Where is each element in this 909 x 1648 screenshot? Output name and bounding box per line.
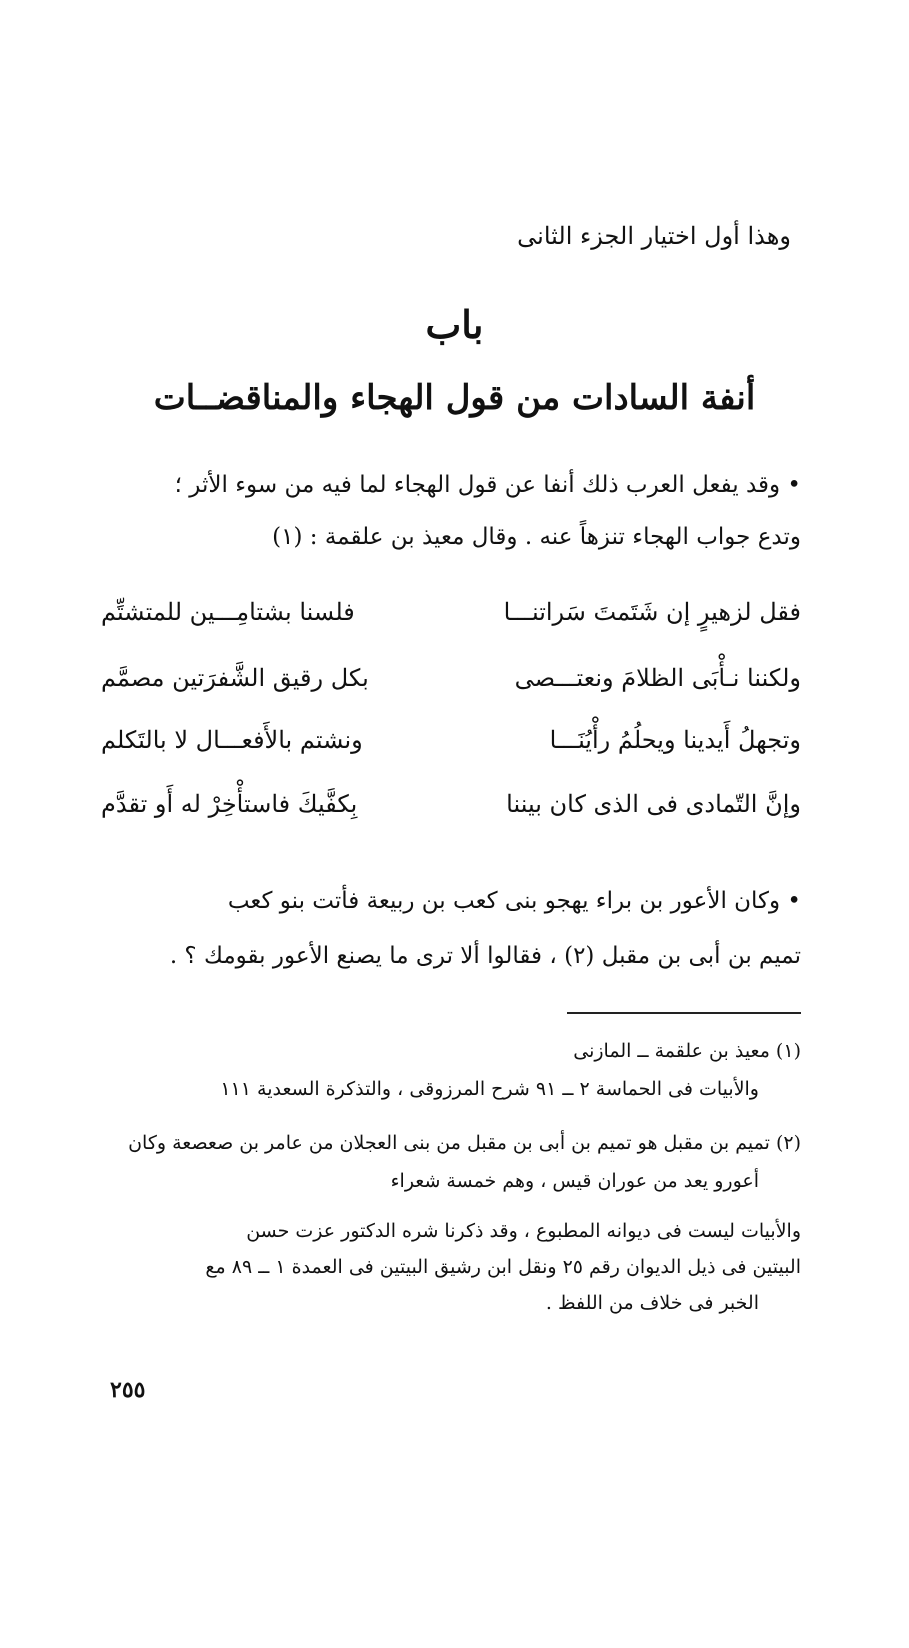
chapter-label: باب xyxy=(425,302,484,347)
intro-line: وتدع جواب الهجاء تنزهاً عنه . وقال معيذ بن علقمة : (١) xyxy=(272,524,801,550)
poem-verse xyxy=(101,782,801,826)
story-line: • وكان الأعور بن براء يهجو بنى كعب بن ربيعة فأتت بنو كعب xyxy=(227,888,801,914)
footnote-line: (١) معيذ بن علقمة ــ المازنى xyxy=(573,1040,801,1062)
verse-first-hemistich: وإنَّ التّمادى فى الذى كان بيننا xyxy=(506,790,801,818)
verse-second-hemistich: فلسنا بشتامِـــين للمتشتِّم xyxy=(101,598,355,626)
poem-verse xyxy=(101,590,801,634)
footnote-line: والأبيات فى الحماسة ٢ ــ ٩١ شرح المرزوقى ، والتذكرة السعدية ١١١ xyxy=(220,1078,759,1100)
verse-first-hemistich: ولكننا نـأْبَى الظلامَ ونعتـــصى xyxy=(514,664,801,692)
footnote-line: والأبيات ليست فى ديوانه المطبوع ، وقد ذكرنا شره الدكتور عزت حسن xyxy=(246,1220,801,1242)
page-number: ٢٥٥ xyxy=(110,1377,146,1403)
story-line: تميم بن أبى بن مقبل (٢) ، فقالوا ألا ترى ما يصنع الأعور بقومك ؟ . xyxy=(169,943,801,969)
poem-verse xyxy=(101,718,801,762)
verse-first-hemistich: فقل لزهيرٍ إن شَتَمتَ سَراتنـــا xyxy=(503,598,801,626)
footnote-line: أعورو يعد من عوران قيس ، وهم خمسة شعراء xyxy=(390,1170,759,1192)
part-note: وهذا أول اختيار الجزء الثانى xyxy=(517,222,791,250)
footnote-line: (٢) تميم بن مقبل هو تميم بن أبى بن مقبل من بنى العجلان من عامر بن صعصعة وكان xyxy=(128,1132,801,1154)
chapter-title: أنفة السادات من قول الهجاء والمناقضــات xyxy=(153,378,756,418)
verse-second-hemistich: بِكفَّيكَ فاستأْخِرْ له أَو تقدَّم xyxy=(101,790,358,818)
footnote-line: البيتين فى ذيل الديوان رقم ٢٥ ونقل ابن رشيق البيتين فى العمدة ١ ــ ٨٩ مع xyxy=(205,1256,801,1278)
verse-second-hemistich: ونشتم بالأَفعـــال لا بالتَكلم xyxy=(101,726,363,754)
verse-first-hemistich: وتجهلُ أَيدينا ويحلُمُ رأْيُنَـــا xyxy=(549,726,801,754)
intro-line: • وقد يفعل العرب ذلك أنفا عن قول الهجاء لما فيه من سوء الأثر ؛ xyxy=(174,472,801,498)
verse-second-hemistich: بكل رقيق الشَّفرَتين مصمَّم xyxy=(101,664,369,692)
footnote-line: الخبر فى خلاف من اللفظ . xyxy=(545,1292,759,1314)
poem-verse xyxy=(101,656,801,700)
footnote-divider xyxy=(567,1012,801,1014)
